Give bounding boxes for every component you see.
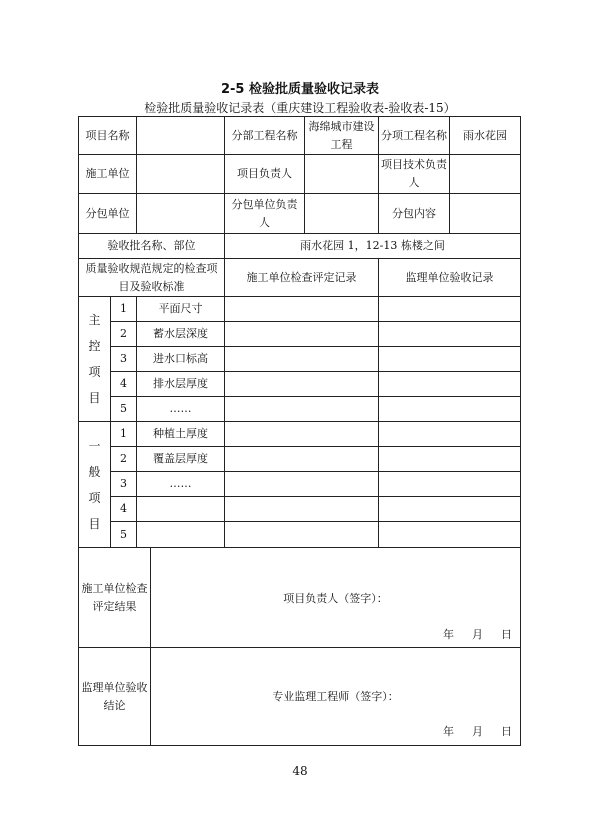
supervision-cell[interactable] [379,522,521,548]
subcontract-content-value[interactable] [450,194,521,234]
project-name-label: 项目名称 [79,117,137,155]
construction-result-cell[interactable] [151,548,521,648]
item-name: 蓄水层深度 [137,322,225,347]
day-label: 日 [501,725,512,738]
header-row-3 [79,194,521,234]
year-label: 年 [443,725,454,738]
general-items-label: 一般项目 [88,438,101,531]
table-row [79,297,521,322]
supervision-result-row [79,648,521,746]
supervision-cell[interactable] [379,322,521,347]
item-number: 5 [111,397,137,422]
supervision-cell[interactable] [379,297,521,322]
table-row [79,322,521,347]
month-label: 月 [472,628,483,641]
item-number: 1 [111,297,137,322]
construction-check-cell[interactable] [225,522,379,548]
subcontractor-manager-label: 分包单位负责人 [225,194,305,234]
construction-check-cell[interactable] [225,397,379,422]
page-number: 48 [292,764,308,778]
item-number: 2 [111,322,137,347]
subcontractor-manager-value[interactable] [305,194,379,234]
construction-check-cell[interactable] [225,422,379,447]
construction-check-cell[interactable] [225,447,379,472]
construction-check-cell[interactable] [225,372,379,397]
item-name: 进水口标高 [137,347,225,372]
construction-check-cell[interactable] [225,472,379,497]
supervision-cell[interactable] [379,497,521,522]
item-name [137,522,225,548]
item-name: 平面尺寸 [137,297,225,322]
construction-check-cell[interactable] [225,297,379,322]
main-items-label: 主控项目 [88,313,101,405]
item-project-label: 分项工程名称 [379,117,450,155]
construction-check-cell[interactable] [225,322,379,347]
project-name-value[interactable] [137,117,225,155]
table-row [79,472,521,497]
general-items-section-label [79,422,111,548]
table-row [79,397,521,422]
construction-result-label: 施工单位检查评定结果 [79,548,151,648]
supervision-signature-line: 专业监理工程师（签字）： [272,690,399,703]
document-subtitle: 检验批质量验收记录表（重庆建设工程验收表-验收表-15） [144,101,456,115]
header-row-1 [79,117,521,155]
batch-value[interactable]: 雨水花园 1，12-13 栋楼之间 [225,234,521,259]
subcontract-content-label: 分包内容 [379,194,450,234]
supervision-date [425,723,512,741]
item-name: 覆盖层厚度 [137,447,225,472]
construction-result-row [79,548,521,648]
main-items-section-label [79,297,111,422]
subcontractor-label: 分包单位 [79,194,137,234]
sub-project-value[interactable]: 海绵城市建设工程 [305,117,379,155]
supervision-cell[interactable] [379,372,521,397]
month-label: 月 [472,725,483,738]
supervision-result-label: 监理单位验收结论 [79,648,151,746]
construction-check-cell[interactable] [225,347,379,372]
item-number: 4 [111,497,137,522]
item-number: 3 [111,472,137,497]
construction-unit-value[interactable] [137,155,225,194]
sub-project-label: 分部工程名称 [225,117,305,155]
column-header-row [79,259,521,297]
spec-column-header: 质量验收规范规定的检查项目及验收标准 [79,259,225,297]
item-name: 种植土厚度 [137,422,225,447]
item-number: 3 [111,347,137,372]
supervision-cell[interactable] [379,447,521,472]
header-row-2 [79,155,521,194]
table-row [79,447,521,472]
supervision-cell[interactable] [379,347,521,372]
day-label: 日 [501,628,512,641]
batch-row [79,234,521,259]
item-name [137,497,225,522]
table-row [79,372,521,397]
supervision-result-cell[interactable] [151,648,521,746]
construction-check-column-header: 施工单位检查评定记录 [225,259,379,297]
document-title: 2-5 检验批质量验收记录表 [220,82,379,97]
tech-manager-value[interactable] [450,155,521,194]
supervision-cell[interactable] [379,422,521,447]
table-row [79,347,521,372]
tech-manager-label: 项目技术负责人 [379,155,450,194]
year-label: 年 [443,628,454,641]
item-name: 排水层厚度 [137,372,225,397]
inspection-table [78,116,521,746]
supervision-column-header: 监理单位验收记录 [379,259,521,297]
supervision-cell[interactable] [379,397,521,422]
item-number: 1 [111,422,137,447]
project-manager-label: 项目负责人 [225,155,305,194]
table-row [79,497,521,522]
construction-check-cell[interactable] [225,497,379,522]
construction-signature-line: 项目负责人（签字）： [283,592,388,605]
item-name: …… [137,397,225,422]
subcontractor-value[interactable] [137,194,225,234]
construction-unit-label: 施工单位 [79,155,137,194]
project-manager-value[interactable] [305,155,379,194]
item-project-value[interactable]: 雨水花园 [450,117,521,155]
supervision-cell[interactable] [379,472,521,497]
table-row [79,422,521,447]
batch-label: 验收批名称、部位 [79,234,225,259]
item-number: 2 [111,447,137,472]
item-name: …… [137,472,225,497]
item-number: 5 [111,522,137,548]
table-row [79,522,521,548]
item-number: 4 [111,372,137,397]
construction-date [425,626,512,644]
inspection-record-form [78,116,520,745]
